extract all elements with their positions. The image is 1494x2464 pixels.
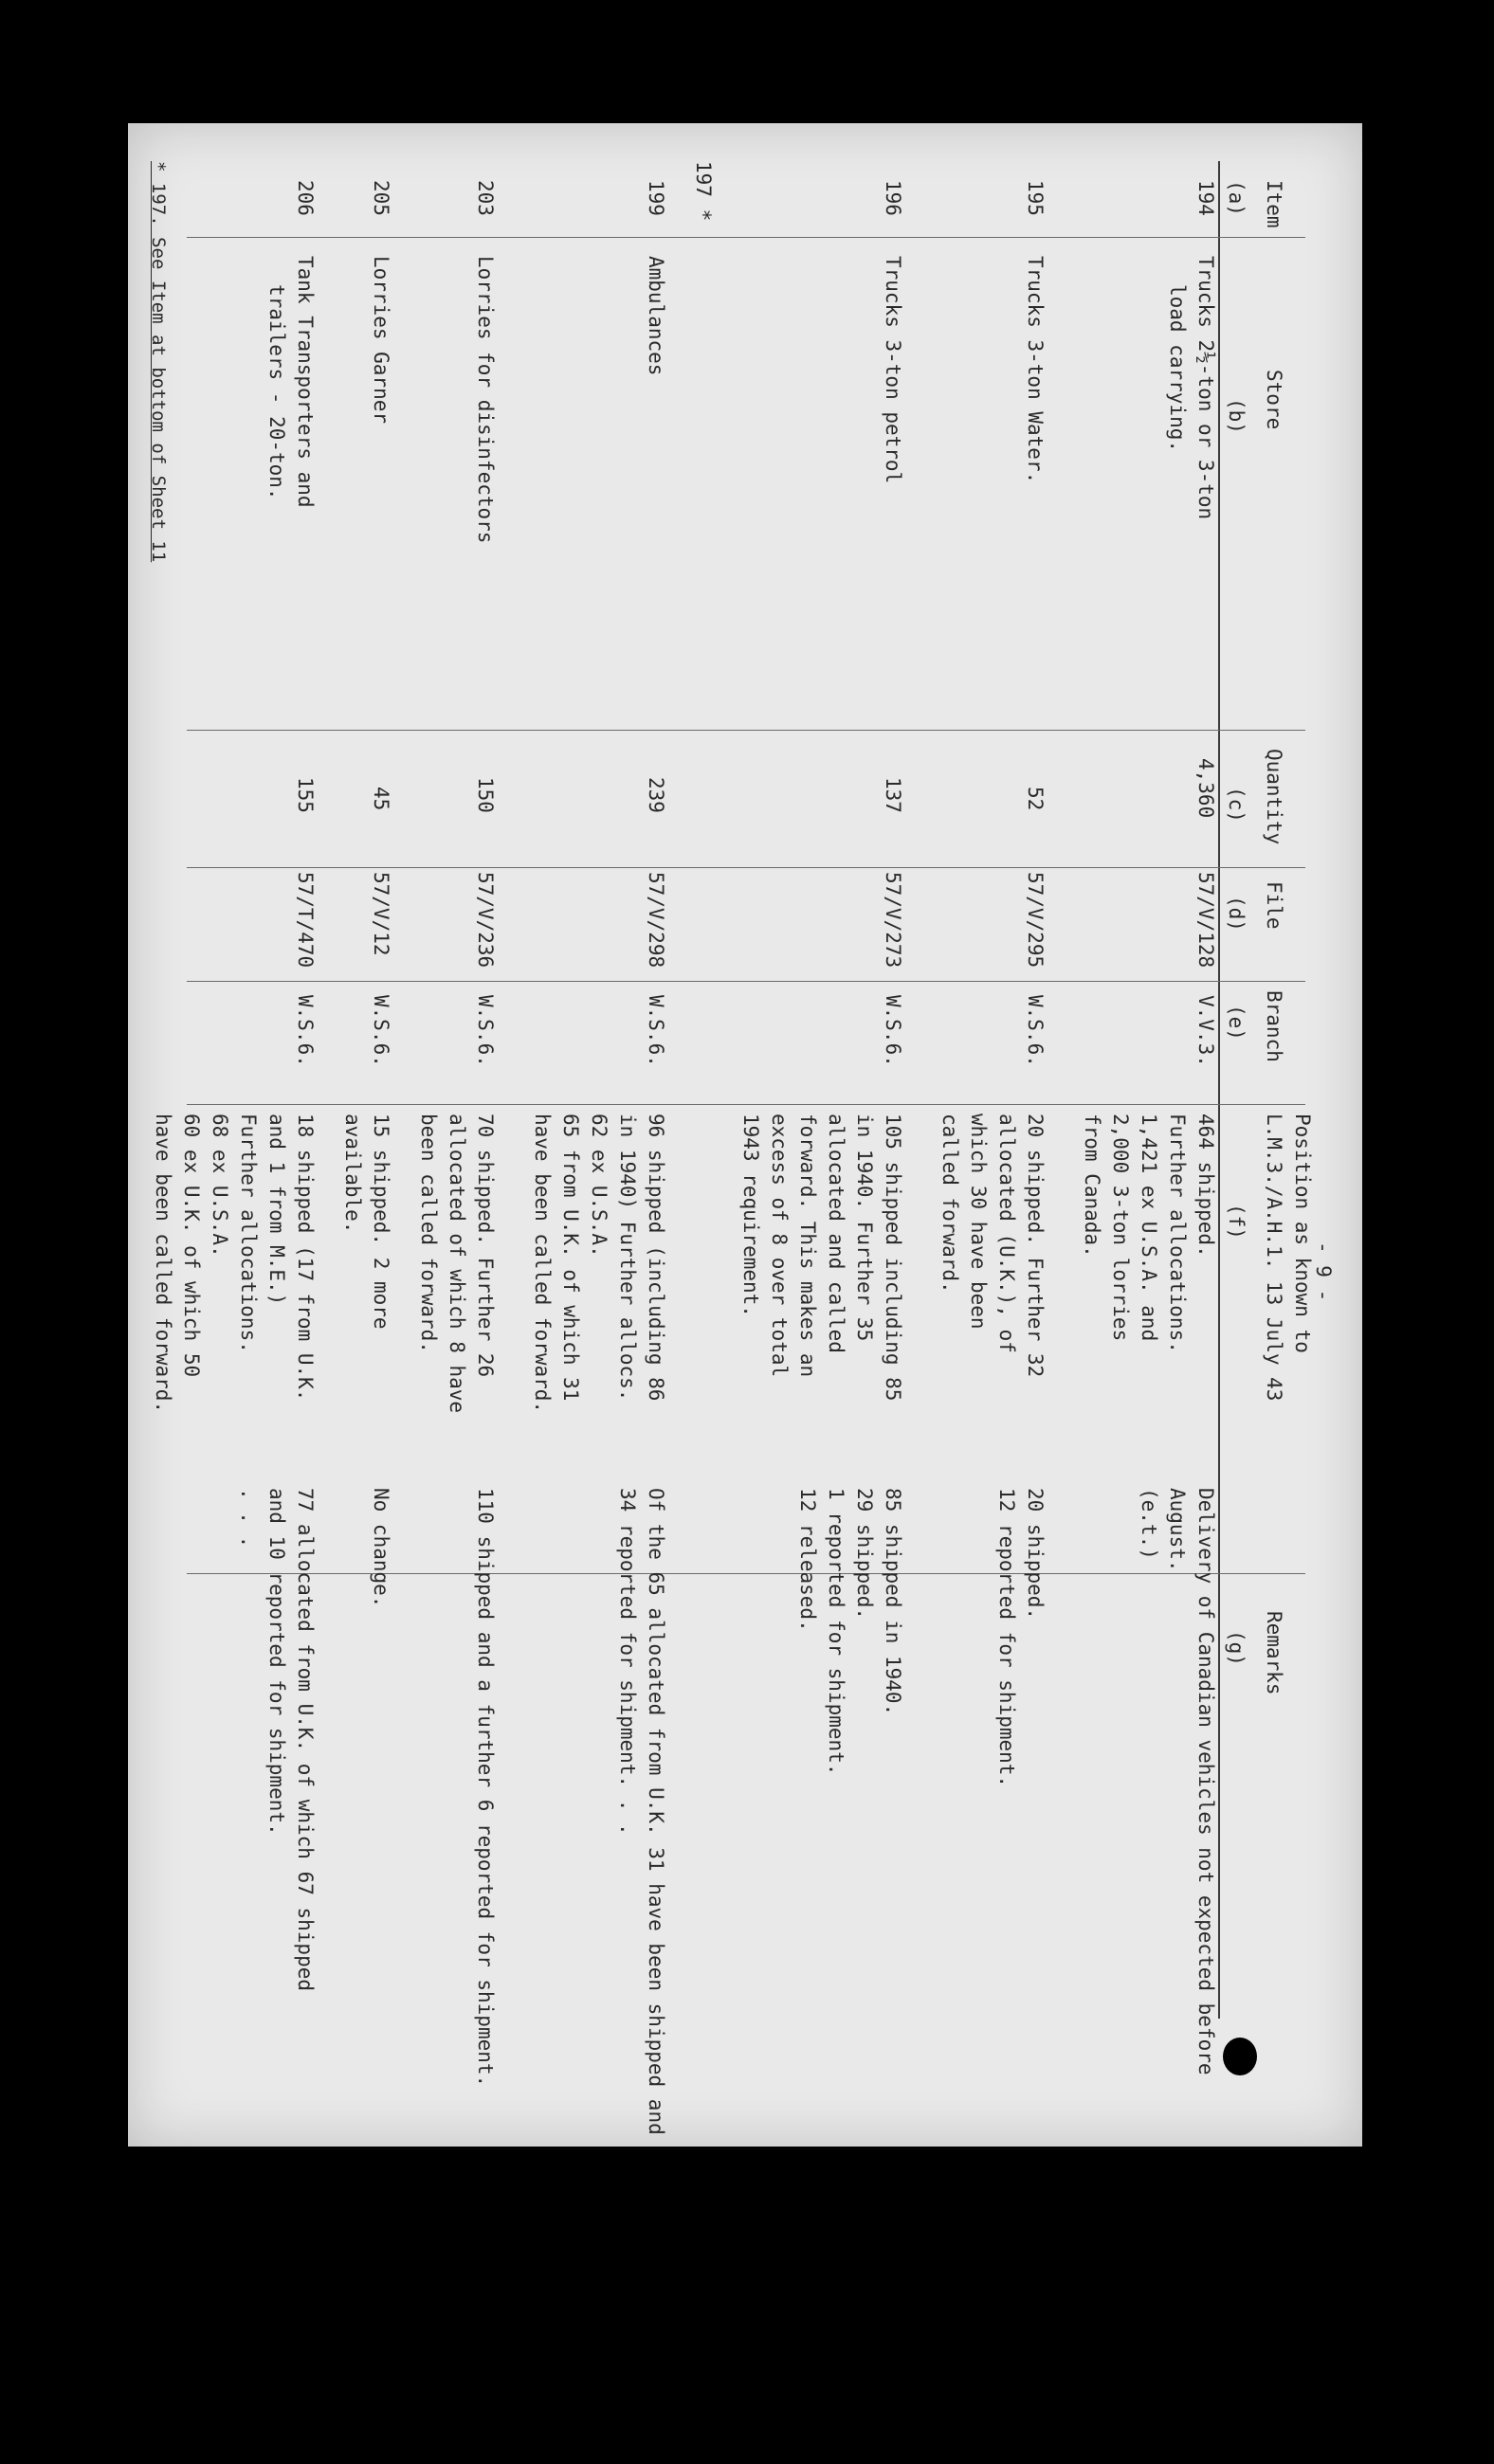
file-ref: 57/V/295 — [1024, 872, 1047, 969]
col-d-label: (d) — [1225, 896, 1248, 932]
branch: W.S.6. — [882, 995, 904, 1067]
remarks-line: . . . — [237, 1488, 260, 1549]
file-ref: 57/T/470 — [294, 872, 317, 969]
store-name: Lorries Garner — [370, 256, 392, 425]
remarks-line: August. — [1166, 1488, 1189, 1572]
position-line: allocated of which 8 have — [446, 1114, 468, 1414]
store-name: Ambulances — [645, 256, 667, 376]
col-f-label: (f) — [1225, 1204, 1248, 1240]
position-line: 464 shipped. — [1194, 1114, 1217, 1258]
store-name-cont: trailers - 20-ton. — [265, 284, 288, 500]
position-line: 62 ex U.S.A. — [588, 1114, 610, 1258]
position-line: available. — [341, 1114, 364, 1234]
position-line: in 1940. Further 35 — [853, 1114, 876, 1342]
col-a-label: (a) — [1225, 180, 1248, 216]
item-number: 203 — [474, 180, 497, 216]
position-line: 70 shipped. Further 26 — [474, 1114, 497, 1378]
position-line: 65 from U.K. of which 31 — [559, 1114, 582, 1402]
remarks-line: 34 reported for shipment. . . — [616, 1488, 639, 1836]
store-name: Trucks 2½-ton or 3-ton — [1194, 256, 1217, 520]
store-name: Tank Transporters and — [294, 256, 317, 508]
branch: W.S.6. — [1024, 995, 1047, 1067]
item-number: 205 — [370, 180, 392, 216]
header-position-date: L.M.3./A.H.1. 13 July 43 — [1263, 1114, 1285, 1402]
position-line: from Canada. — [1081, 1114, 1103, 1258]
remarks-line: No change. — [370, 1488, 392, 1608]
remarks-line: 85 shipped in 1940. — [882, 1488, 904, 1716]
position-line: 68 ex U.S.A. — [209, 1114, 231, 1258]
header-remarks: Remarks — [1263, 1611, 1285, 1695]
remarks-line: 12 released. — [796, 1488, 819, 1632]
page-number: - 9 - — [1312, 1241, 1335, 1302]
remarks-line: 29 shipped. — [853, 1488, 876, 1621]
store-name-cont: load carrying. — [1166, 284, 1189, 453]
remarks-line: Of the 65 allocated from U.K. 31 have been shipped and — [645, 1488, 667, 2135]
file-ref: 57/V/12 — [370, 872, 392, 956]
position-line: called forward. — [938, 1114, 961, 1294]
remarks-line: 110 shipped and a further 6 reported for shipment. — [474, 1488, 497, 2088]
remarks-line: 12 reported for shipment. — [995, 1488, 1018, 1788]
col-rule-5 — [187, 1104, 1305, 1105]
store-name: Trucks 3-ton Water. — [1024, 256, 1047, 484]
position-line: allocated (U.K.), of — [995, 1114, 1018, 1353]
footnote: * 197. See Item at bottom of Sheet 11 — [148, 161, 169, 563]
store-name: Lorries for disinfectors — [474, 256, 497, 544]
file-ref: 57/V/128 — [1194, 872, 1217, 969]
position-line: 105 shipped including 85 — [882, 1114, 904, 1402]
quantity: 45 — [370, 787, 392, 811]
branch: W.S.6. — [645, 995, 667, 1067]
quantity: 239 — [645, 777, 667, 813]
quantity: 52 — [1024, 787, 1047, 811]
quantity: 150 — [474, 777, 497, 813]
file-ref: 57/V/298 — [645, 872, 667, 969]
position-line: which 30 have been — [967, 1114, 990, 1330]
position-line: 15 shipped. 2 more — [370, 1114, 392, 1330]
branch: W.S.6. — [474, 995, 497, 1067]
col-rule-1 — [187, 237, 1305, 238]
file-ref: 57/V/273 — [882, 872, 904, 969]
branch: W.S.6. — [294, 995, 317, 1067]
store-name: Trucks 3-ton petrol — [882, 256, 904, 484]
position-line: excess of 8 over total — [768, 1114, 791, 1378]
item-number: 206 — [294, 180, 317, 216]
col-rule-6 — [187, 1573, 1305, 1574]
position-line: 2,000 3-ton lorries — [1109, 1114, 1132, 1342]
branch: W.S.6. — [370, 995, 392, 1067]
item-number: 199 — [645, 180, 667, 216]
item-number: 197 * — [692, 161, 715, 222]
header-position: Position as known to — [1291, 1114, 1314, 1353]
col-b-label: (b) — [1225, 398, 1248, 434]
quantity: 155 — [294, 777, 317, 813]
position-line: Further allocations. — [1166, 1114, 1189, 1353]
position-line: have been called forward. — [531, 1114, 554, 1414]
remarks-line: 1 reported for shipment. — [825, 1488, 847, 1776]
position-line: have been called forward. — [152, 1114, 174, 1414]
remarks-line: and 10 reported for shipment. — [265, 1488, 288, 1836]
col-rule-2 — [187, 730, 1305, 731]
header-file: File — [1263, 881, 1285, 930]
header-item: Item — [1263, 180, 1285, 228]
remarks-line: (e.t.) — [1138, 1488, 1160, 1560]
header-branch: Branch — [1263, 990, 1285, 1062]
position-line: 20 shipped. Further 32 — [1024, 1114, 1047, 1378]
position-line: 96 shipped (including 86 — [645, 1114, 667, 1402]
quantity: 4,360 — [1194, 758, 1217, 819]
item-number: 195 — [1024, 180, 1047, 216]
item-number: 194 — [1194, 180, 1217, 216]
remarks-line: Delivery of Canadian vehicles not expected before — [1194, 1488, 1217, 2075]
col-e-label: (e) — [1225, 1005, 1248, 1041]
position-line: been called forward. — [417, 1114, 440, 1353]
rotated-table-sheet — [128, 123, 1362, 2147]
position-line: and 1 from M.E.) — [265, 1114, 288, 1306]
branch: V.V.3. — [1194, 995, 1217, 1067]
position-line: 18 shipped (17 from U.K. — [294, 1114, 317, 1402]
item-number: 196 — [882, 180, 904, 216]
position-line: forward. This makes an — [796, 1114, 819, 1378]
position-line: 60 ex U.K. of which 50 — [180, 1114, 203, 1378]
position-line: 1943 requirement. — [739, 1114, 762, 1317]
header-store: Store — [1263, 370, 1285, 430]
remarks-line: 77 allocated from U.K. of which 67 shipped — [294, 1488, 317, 1992]
remarks-line: 20 shipped. — [1024, 1488, 1047, 1621]
quantity: 137 — [882, 777, 904, 813]
col-g-label: (g) — [1225, 1630, 1248, 1666]
header-quantity: Quantity — [1263, 749, 1285, 845]
col-rule-3 — [187, 867, 1305, 868]
col-rule-4 — [187, 981, 1305, 982]
position-line: 1,421 ex U.S.A. and — [1138, 1114, 1160, 1342]
position-line: allocated and called — [825, 1114, 847, 1353]
file-ref: 57/V/236 — [474, 872, 497, 969]
position-line: Further allocations. — [237, 1114, 260, 1353]
position-line: in 1940) Further allocs. — [616, 1114, 639, 1402]
col-c-label: (c) — [1225, 787, 1248, 823]
